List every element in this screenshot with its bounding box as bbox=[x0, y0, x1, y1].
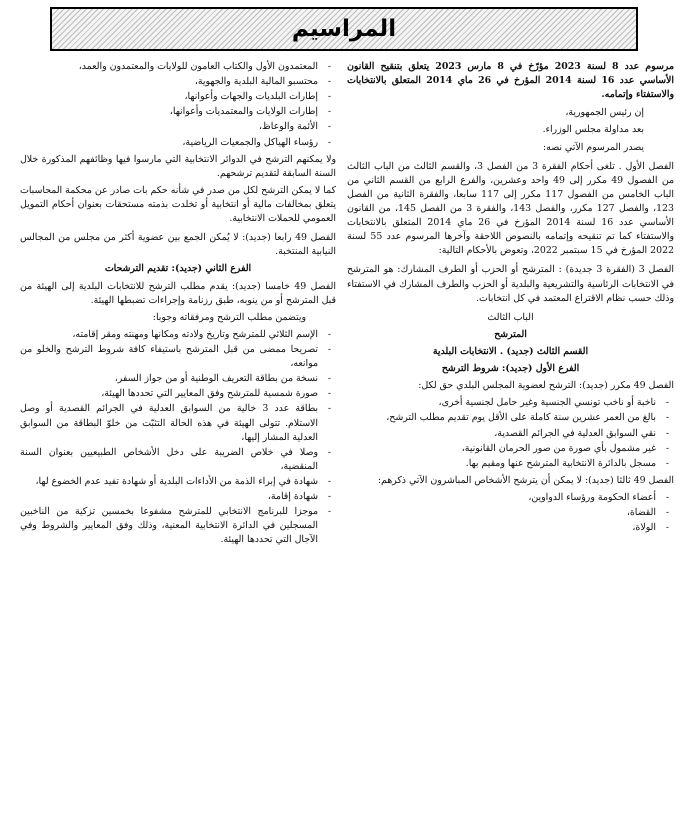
list-item: - تصريحا ممضى من قبل المترشح باستيفاء كافة شروط الترشح والخلو من موانعه، bbox=[20, 343, 336, 371]
chapter-label: الباب الثالث bbox=[487, 311, 534, 323]
list-item: - نقي السوابق العدلية في الجرائم القصدية، bbox=[347, 427, 674, 441]
list-item: - موجزا للبرنامج الانتخابي للمترشح مشفوعا بخمسين تزكية من الناخبين المسجلين في الدائرة الانتخابية المعنية، وذلك وفق المعايير والشروط وفي الآجال التي تحددها الهيئة. bbox=[20, 505, 336, 547]
list-item: - نسخة من بطاقة التعريف الوطنية أو من جواز السفر، bbox=[20, 372, 336, 386]
list-item: - غير مشمول بأي صورة من صور الحرمان القانونية، bbox=[347, 442, 674, 456]
list-item: - الأئمة والوعاظ، bbox=[20, 120, 336, 134]
list-item: - المعتمدون الأول والكتاب العامون للولايات والمعتمدون والعمد، bbox=[20, 60, 336, 74]
article-49quater: الفصل 49 رابعا (جديد): لا يُمكن الجمع بين عضوية أكثر من مجلس من المجالس النيابية المنتخبة. bbox=[20, 232, 336, 258]
list-item: - بطاقة عدد 3 خالية من السوابق العدلية في الجرائم القصدية أو وصل الاستلام. تتولى الهيئة في هذه الحالة التثبّت من خلوّ البطاقة من السوابق العدلية المشار إليها، bbox=[20, 402, 336, 444]
article-49ter: الفصل 49 ثالثا (جديد): لا يمكن أن يترشح الأشخاص المباشرون الآتي ذكرهم: bbox=[377, 474, 674, 486]
list-item: - إطارات الولايات والمعتمديات وأعوانها، bbox=[20, 105, 336, 119]
decree-title: مرسوم عدد 8 لسنة 2023 مؤرّخ في 8 مارس 2023 يتعلق بتنقيح القانون الأساسي عدد 16 لسنة 2014 المؤرخ في 26 ماي 2014 المتعلق بالانتخابات والاستفتاء وإتمامه. bbox=[347, 61, 674, 101]
para-court-ruling: كما لا يمكن الترشح لكل من صدر في شأنه حكم بات صادر عن محكمة المحاسبات يتعلق بمخالفات مالية أو انتخابية أو تخلدت بذمته مستحقات بعنوان أحكام التمويل العمومي للحملات الانتخابية. bbox=[20, 184, 336, 225]
list-item: - صورة شمسية للمترشح وفق المعايير التي تحددها الهيئة، bbox=[20, 387, 336, 401]
list-item: - بالغ من العمر عشرين سنة كاملة على الأقل يوم تقديم مطلب الترشح، bbox=[347, 411, 674, 425]
section-title: المراسيم bbox=[291, 15, 397, 42]
right-column bbox=[347, 60, 674, 827]
subsection-heading: الفرع الأول (جديد): شروط الترشح bbox=[441, 363, 580, 375]
left-column bbox=[20, 60, 336, 827]
article-49bis: الفصل 49 مكرر (جديد): الترشح لعضوية المجلس البلدي حق لكل: bbox=[418, 380, 674, 392]
list-item: - رؤساء الهياكل والجمعيات الرياضية، bbox=[20, 136, 336, 150]
article-3-para-3: الفصل 3 (الفقرة 3 جديدة) : المترشح أو الحزب أو الطرف المشارك: هو المترشح في الانتخابات الرئاسية والتشريعية والبلدية أو الحزب والطرف المشارك في الاستفتاء وذلك حسب نظام الاقتراع المعتمد في كل انتخابات. bbox=[347, 264, 674, 304]
section-heading: القسم الثالث (جديد) . الانتخابات البلدية bbox=[432, 345, 589, 357]
list-item: - إطارات البلديات والجهات وأعوانها، bbox=[20, 90, 336, 104]
section-banner bbox=[50, 7, 638, 51]
list-item: - شهادة في إبراء الذمة من الأداءات البلدية أو شهادة تفيد عدم الخضوع لها، bbox=[20, 475, 336, 489]
continued-list bbox=[20, 60, 336, 150]
list-item: - شهادة إقامة، bbox=[20, 490, 336, 504]
list-item: - أعضاء الحكومة ورؤساء الدواوين، bbox=[347, 491, 674, 505]
includes-line: ويتضمن مطلب الترشح ومرفقاته وجوبا: bbox=[152, 311, 306, 323]
article-49quinquies: الفصل 49 خامسا (جديد): يقدم مطلب الترشح للانتخابات البلدية إلى الهيئة من قبل المترشح أو من ينوبه، طبق رزنامة وإجراءات تضبطها الهيئة. bbox=[20, 280, 336, 306]
subsection-2-heading: الفرع الثاني (جديد): تقديم الترشحات bbox=[104, 263, 252, 275]
list-item: - وصلا في خلاص الضريبة على دخل الأشخاص الطبيعيين بعنوان السنة المنقضية، bbox=[20, 446, 336, 474]
list-item: - ناخبة أو ناخب تونسي الجنسية وغير حامل لجنسية أخرى، bbox=[347, 396, 674, 410]
list-item: - الإسم الثلاثي للمترشح وتاريخ ولادته ومكانها ومهنته ومقر إقامته، bbox=[20, 328, 336, 342]
article-49bis-list bbox=[347, 396, 674, 471]
list-item: - القضاة، bbox=[347, 506, 674, 520]
list-item: - الولاة، bbox=[347, 521, 674, 535]
article-1: الفصل الأول . تلغى أحكام الفقرة 3 من الفصل 3، والقسم الثالث من الباب الثالث من الفصول 49 مكرر إلى 49 واحد وعشرين، والفرع الرابع من القسم الثاني من الباب الخامس من الفصول 117 مكرر إلى 117 سابعا، والفقرة الثانية من الفصل 123، والفصل 127 مكرر، والفصل 143، والفقرة 3 من الفصل 145، من القانون الأساسي عدد 16 لسنة 2014 المؤرخ في 26 ماي 2014 المتعلق بالانتخابات والاستفتاء كما تم تنقيحه وإتمامه بالنصوص اللاحقة وآخرها المرسوم عدد 55 لسنة 2022 المؤرخ في 15 سبتمبر 2022، وتعوض بالأحكام التالية: bbox=[347, 160, 674, 257]
line-issues: يصدر المرسوم الآتي نصه: bbox=[543, 141, 644, 153]
includes-list bbox=[20, 328, 336, 548]
line-president: إن رئيس الجمهورية، bbox=[565, 107, 644, 119]
line-council: بعد مداولة مجلس الوزراء. bbox=[542, 124, 644, 136]
para-cannot-run: ولا يمكنهم الترشح في الدوائر الانتخابية التي مارسوا فيها وظائفهم المذكورة خلال السنة السابقة لتقديم ترشحهم. bbox=[20, 153, 336, 179]
list-item: - محتسبو المالية البلدية والجهوية، bbox=[20, 75, 336, 89]
list-item: - مسجل بالدائرة الانتخابية المترشح عنها ومقيم بها. bbox=[347, 457, 674, 471]
article-49ter-list bbox=[347, 491, 674, 535]
chapter-title: المترشح bbox=[494, 328, 527, 340]
